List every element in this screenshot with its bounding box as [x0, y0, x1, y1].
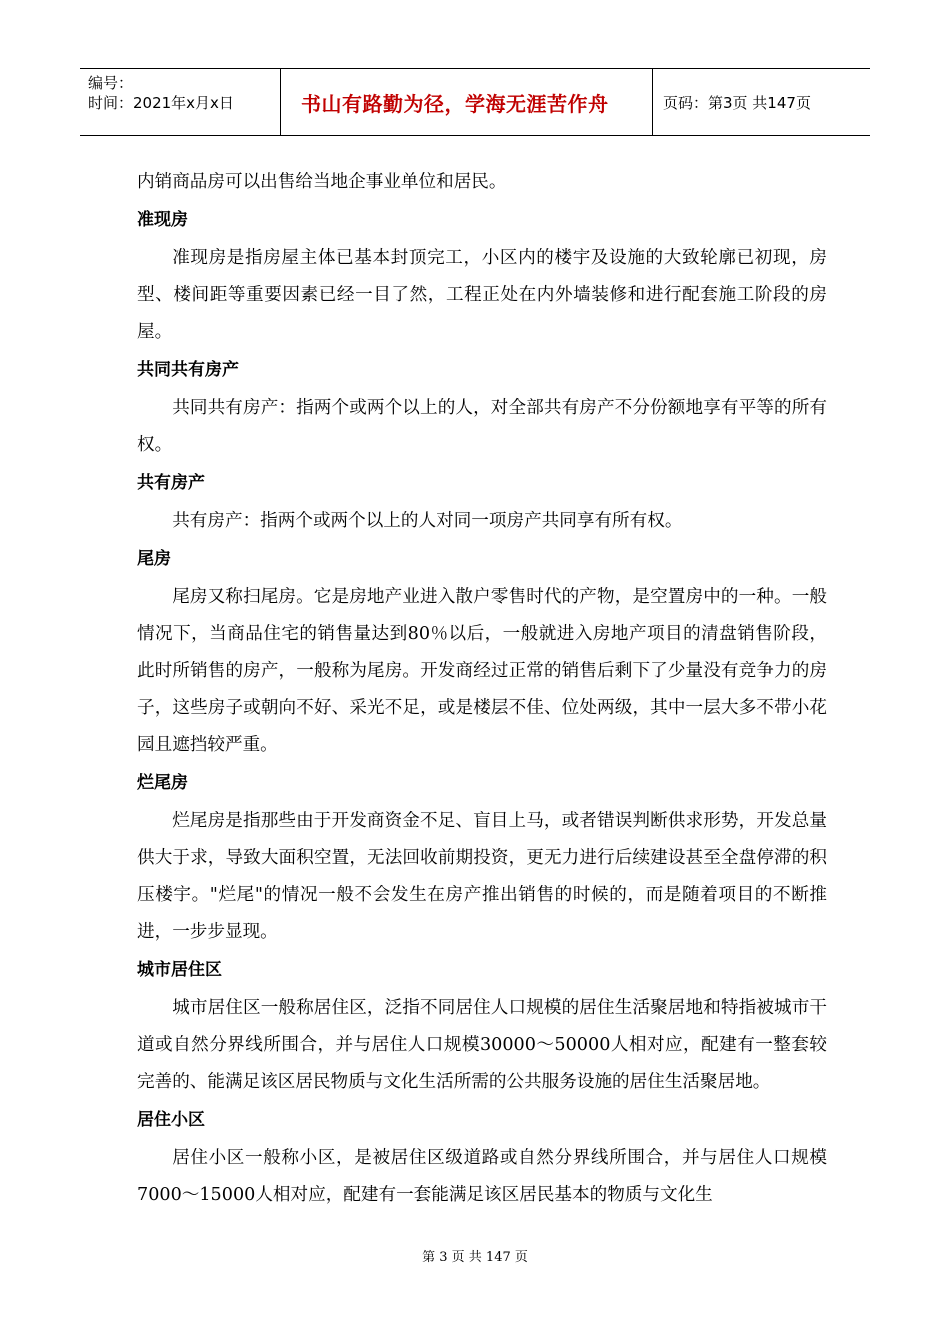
section-paragraph: 居住小区一般称小区，是被居住区级道路或自然分界线所围合，并与居住人口规模 7000～15000人相对应，配建有一套能满足该区居民基本的物质与文化生 — [137, 1148, 827, 1205]
document-body — [137, 164, 827, 1214]
section-paragraph: 烂尾房是指那些由于开发商资金不足、盲目上马，或者错误判断供求形势，开发总量供大于求，导致大面积空置，无法回收前期投资，更无力进行后续建设甚至全盘停滞的积压楼宇。"烂尾"的情况一般不会发生在房产推出销售的时候的，而是随着项目的不断推进，一步步显现。 — [137, 811, 827, 942]
section-heading: 共同共有房产 — [137, 360, 239, 380]
section-heading: 烂尾房 — [137, 773, 188, 793]
document-header — [80, 68, 870, 136]
date-label: 时间：2021年x月x日 — [88, 94, 234, 112]
section-heading: 共有房产 — [137, 473, 205, 493]
section-paragraph: 共同共有房产：指两个或两个以上的人，对全部共有房产不分份额地享有平等的所有权。 — [137, 398, 827, 455]
header-motto-cell — [281, 69, 653, 135]
header-page-cell — [653, 69, 870, 135]
page-info: 页码：第3页 共147页 — [663, 93, 811, 112]
intro-paragraph: 内销商品房可以出售给当地企事业单位和居民。 — [137, 172, 507, 192]
section-heading: 城市居住区 — [137, 960, 222, 980]
header-meta-cell — [80, 69, 281, 135]
section-heading: 准现房 — [137, 210, 188, 230]
section-heading: 尾房 — [137, 549, 171, 569]
page-footer — [0, 1246, 950, 1265]
number-label: 编号： — [88, 74, 134, 92]
footer-page-number: 第 3 页 共 147 页 — [422, 1250, 528, 1265]
section-heading: 居住小区 — [137, 1110, 205, 1130]
section-paragraph: 城市居住区一般称居住区，泛指不同居住人口规模的居住生活聚居地和特指被城市干道或自然分界线所围合，并与居住人口规模30000～50000人相对应，配建有一整套较完善的、能满足该区居民物质与文化生活所需的公共服务设施的居住生活聚居地。 — [137, 998, 827, 1092]
section-paragraph: 准现房是指房屋主体已基本封顶完工，小区内的楼宇及设施的大致轮廓已初现，房型、楼间距等重要因素已经一目了然，工程正处在内外墙装修和进行配套施工阶段的房屋。 — [137, 248, 827, 342]
section-paragraph: 尾房又称扫尾房。它是房地产业进入散户零售时代的产物，是空置房中的一种。一般情况下，当商品住宅的销售量达到80％以后，一般就进入房地产项目的清盘销售阶段，此时所销售的房产，一般称为尾房。开发商经过正常的销售后剩下了少量没有竞争力的房子，这些房子或朝向不好、采光不足，或是楼层不佳、位处两级，其中一层大多不带小花园且遮挡较严重。 — [137, 587, 827, 755]
motto-text: 书山有路勤为径，学海无涯苦作舟 — [301, 91, 609, 116]
section-paragraph: 共有房产：指两个或两个以上的人对同一项房产共同享有所有权。 — [172, 511, 683, 531]
